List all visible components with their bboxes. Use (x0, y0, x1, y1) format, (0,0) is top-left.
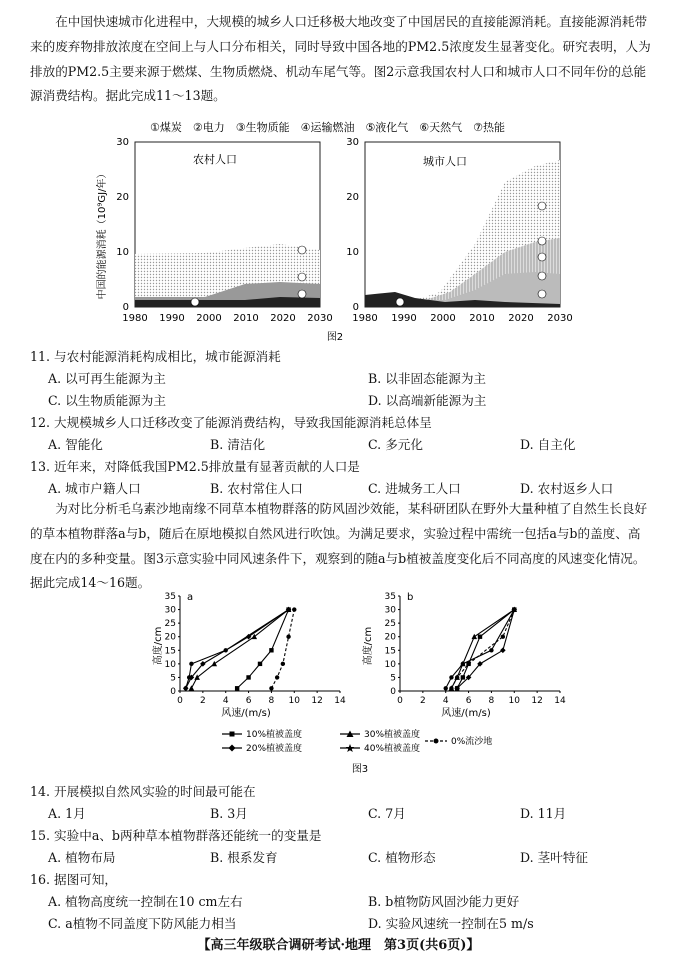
q16-option-d[interactable]: D. 实验风速统一控制在5 m/s (368, 916, 534, 931)
fig3-xlabel-a: 风速/(m/s) (221, 708, 271, 719)
q13-option-d[interactable]: D. 农村返乡人口 (520, 481, 614, 496)
q13-option-c[interactable]: C. 进城务工人口 (368, 481, 461, 496)
figure-2 (95, 114, 575, 346)
marker-4-icon (538, 202, 546, 210)
data-point (275, 675, 279, 679)
fig2-ylabel: 中国的能源消耗（10⁹GJ/年） (97, 168, 108, 300)
y-tick-label: 25 (164, 619, 176, 630)
data-point (224, 648, 228, 652)
q11-option-a[interactable]: A. 以可再生能源为主 (48, 371, 166, 386)
y-tick-label: 5 (170, 673, 176, 684)
intro-paragraph-1: 在中国快速城市化进程中，大规模的城乡人口迁移极大地改变了中国居民的直接能源消耗。直接能源消耗带来的废弃物排放浓度在空间上与人口分布相关，同时导致中国各地的PM2.5浓度发生显著变化。研究表明，人为排放的PM2.5主要来源于燃煤、生物质燃烧、机动车尾气等。图2示意我国农村人口和城市人口不同年份的总能源消费结构。据此完成11～13题。 (30, 14, 651, 104)
series-line (191, 610, 288, 689)
fig3-panel-b-label: b (407, 592, 414, 603)
marker-6-icon (538, 253, 546, 261)
data-point (184, 686, 188, 690)
legend-30pct: 30%植被盖度 (364, 730, 421, 740)
q12-option-b[interactable]: B. 清洁化 (210, 437, 266, 452)
rural-title: 农村人口 (193, 153, 237, 166)
series-line (457, 610, 514, 689)
data-point (489, 648, 493, 652)
x-tick: 2030 (547, 313, 573, 324)
y-tick-label: 35 (384, 592, 396, 602)
marker-2-icon (538, 272, 546, 280)
y-tick-label: 10 (384, 659, 396, 670)
diamond-marker-icon (229, 745, 236, 752)
marker-1-icon (191, 298, 199, 306)
x-tick-label: 4 (222, 696, 229, 706)
marker-5-icon (538, 290, 546, 298)
rural-panel (135, 142, 320, 307)
data-point (286, 635, 290, 639)
x-tick: 2020 (508, 313, 534, 324)
x-tick-label: 8 (488, 696, 495, 706)
y-tick: 30 (116, 137, 129, 148)
series-line (237, 610, 288, 689)
question-15-stem: 15. 实验中a、b两种草本植物群落还能统一的变量是 (30, 828, 322, 843)
marker-1-icon (396, 298, 404, 306)
y-tick-label: 35 (164, 592, 176, 602)
fig3-legend (222, 728, 492, 754)
question-13-stem: 13. 近年来，对降低我国PM2.5排放量有显著贡献的人口是 (30, 459, 360, 474)
data-point (461, 675, 465, 679)
data-point (461, 662, 465, 666)
y-tick-label: 5 (390, 673, 396, 684)
q11-option-c[interactable]: C. 以生物质能源为主 (48, 393, 166, 408)
x-tick-label: 4 (442, 696, 449, 706)
q15-option-c[interactable]: C. 植物形态 (368, 850, 436, 865)
legend-10pct: 10%植被盖度 (246, 730, 303, 740)
page-footer: 【高三年级联合调研考试·地理 第3页(共6页)】 (197, 938, 480, 953)
data-point (449, 675, 453, 679)
x-tick: 2030 (307, 313, 333, 324)
x-tick-label: 6 (245, 696, 252, 706)
figure-2-svg (95, 114, 575, 346)
x-tick-label: 14 (334, 696, 346, 706)
fig3-ylabel-a: 高度/cm (153, 626, 164, 666)
q16-option-b[interactable]: B. b植物防风固沙能力更好 (368, 894, 520, 909)
data-point (478, 635, 482, 639)
data-point (187, 675, 191, 679)
series-line (271, 610, 294, 689)
data-point (449, 686, 453, 690)
q13-option-b[interactable]: B. 农村常住人口 (210, 481, 303, 496)
data-point (258, 662, 262, 666)
x-tick-label: 0 (177, 696, 183, 706)
urban-panel (365, 142, 560, 307)
x-tick: 1990 (391, 313, 417, 324)
data-point (466, 662, 470, 666)
data-point (235, 686, 239, 690)
y-tick-label: 30 (384, 605, 396, 616)
question-11-stem: 11. 与农村能源消耗构成相比，城市能源消耗 (30, 349, 281, 364)
x-tick-label: 8 (268, 696, 275, 706)
y-tick-label: 15 (384, 646, 396, 657)
x-tick: 2000 (196, 313, 222, 324)
q15-option-b[interactable]: B. 根系发育 (210, 850, 278, 865)
y-tick-label: 15 (164, 646, 176, 657)
intro-paragraph-2: 为对比分析毛乌素沙地南缘不同草本植物群落的防风固沙效能，某科研团队在野外大量种植了自然生长良好的草本植物群落a与b，随后在原地模拟自然风进行吹蚀。为满足要求，实验过程中需统一包括a与b的盖度、高度在内的多种变量。图3示意实验中同风速条件下，观察到的随a与b植被盖度变化后不同高度的风速变化情况。据此完成14～16题。 (30, 501, 648, 591)
data-point (269, 648, 273, 652)
y-tick: 0 (352, 302, 359, 313)
star-marker-icon (346, 744, 354, 752)
x-tick: 2020 (270, 313, 296, 324)
q14-option-b[interactable]: B. 3月 (210, 806, 248, 821)
x-tick-label: 2 (199, 696, 206, 706)
q12-option-c[interactable]: C. 多元化 (368, 437, 423, 452)
y-tick-label: 30 (164, 605, 176, 616)
legend-20pct: 20%植被盖度 (246, 744, 303, 754)
x-tick-label: 12 (531, 696, 543, 706)
y-tick-label: 10 (164, 659, 176, 670)
x-tick-label: 0 (397, 696, 403, 706)
y-tick-label: 20 (164, 632, 176, 643)
square-marker-icon (230, 732, 235, 737)
data-point (211, 661, 217, 666)
fig3-ylabel-b: 高度/cm (363, 626, 374, 666)
y-tick: 30 (346, 137, 359, 148)
marker-4-icon (298, 246, 306, 254)
figure-3 (150, 586, 570, 778)
series-line (457, 610, 514, 689)
data-point (501, 635, 505, 639)
fig3-xlabel-b: 风速/(m/s) (441, 708, 491, 719)
legend-0pct: 0%流沙地 (451, 737, 493, 747)
x-tick: 1980 (122, 313, 148, 324)
fig2-legend: ①煤炭 ②电力 ③生物质能 ④运输燃油 ⑤液化气 ⑥天然气 ⑦热能 (150, 121, 506, 134)
y-tick: 10 (116, 247, 129, 258)
x-tick-label: 10 (508, 696, 521, 706)
q15-option-a[interactable]: A. 植物布局 (48, 850, 116, 865)
fig2-caption: 图2 (326, 332, 344, 343)
question-14-stem: 14. 开展模拟自然风实验的时间最可能在 (30, 784, 256, 799)
marker-5-icon (298, 290, 306, 298)
circle-marker-icon (434, 739, 439, 744)
q16-option-a[interactable]: A. 植物高度统一控制在10 cm左右 (48, 894, 243, 909)
y-tick: 20 (116, 192, 129, 203)
question-12-stem: 12. 大规模城乡人口迁移改变了能源消费结构，导致我国能源消耗总体呈 (30, 415, 432, 430)
data-point (500, 647, 506, 653)
x-tick: 1980 (352, 313, 378, 324)
y-tick: 20 (346, 192, 359, 203)
q16-option-c[interactable]: C. a植物不同盖度下防风能力相当 (48, 916, 237, 931)
q12-option-a[interactable]: A. 智能化 (48, 437, 103, 452)
question-16-stem: 16. 据图可知， (30, 872, 118, 887)
legend-40pct: 40%植被盖度 (364, 744, 421, 754)
data-point (189, 662, 193, 666)
data-point (189, 685, 195, 690)
y-tick-label: 25 (384, 619, 396, 630)
x-tick: 2000 (430, 313, 456, 324)
y-tick: 10 (346, 247, 359, 258)
y-tick: 0 (122, 302, 129, 313)
data-point (512, 607, 516, 611)
urban-title: 城市人口 (423, 155, 467, 168)
x-tick-label: 12 (311, 696, 323, 706)
data-point (281, 662, 285, 666)
x-tick-label: 14 (554, 696, 566, 706)
x-tick-label: 6 (465, 696, 472, 706)
x-tick-label: 2 (419, 696, 426, 706)
data-point (246, 675, 250, 679)
q11-option-d[interactable]: D. 以高端新能源为主 (368, 393, 487, 408)
y-tick-label: 0 (170, 687, 176, 697)
y-tick-label: 20 (384, 632, 396, 643)
data-point (471, 634, 477, 639)
marker-7-icon (538, 237, 546, 245)
x-tick-label: 10 (288, 696, 301, 706)
x-tick: 2010 (469, 313, 495, 324)
q13-option-a[interactable]: A. 城市户籍人口 (48, 481, 141, 496)
x-tick: 2010 (233, 313, 259, 324)
q15-option-d[interactable]: D. 茎叶特征 (520, 850, 589, 865)
q11-option-b[interactable]: B. 以非固态能源为主 (368, 371, 487, 386)
q14-option-a[interactable]: A. 1月 (48, 806, 86, 821)
q14-option-d[interactable]: D. 11月 (520, 806, 567, 821)
fig3-caption: 图3 (351, 764, 369, 775)
data-point (455, 675, 459, 679)
q12-option-d[interactable]: D. 自主化 (520, 437, 576, 452)
data-point (444, 686, 448, 690)
x-tick: 1990 (159, 313, 185, 324)
marker-3-icon (298, 273, 306, 281)
y-tick-label: 0 (390, 687, 396, 697)
data-point (286, 607, 290, 611)
data-point (269, 686, 273, 690)
fig3-panel-a-label: a (187, 592, 194, 603)
figure-3-svg (150, 586, 570, 778)
q14-option-c[interactable]: C. 7月 (368, 806, 406, 821)
data-point (292, 607, 296, 611)
